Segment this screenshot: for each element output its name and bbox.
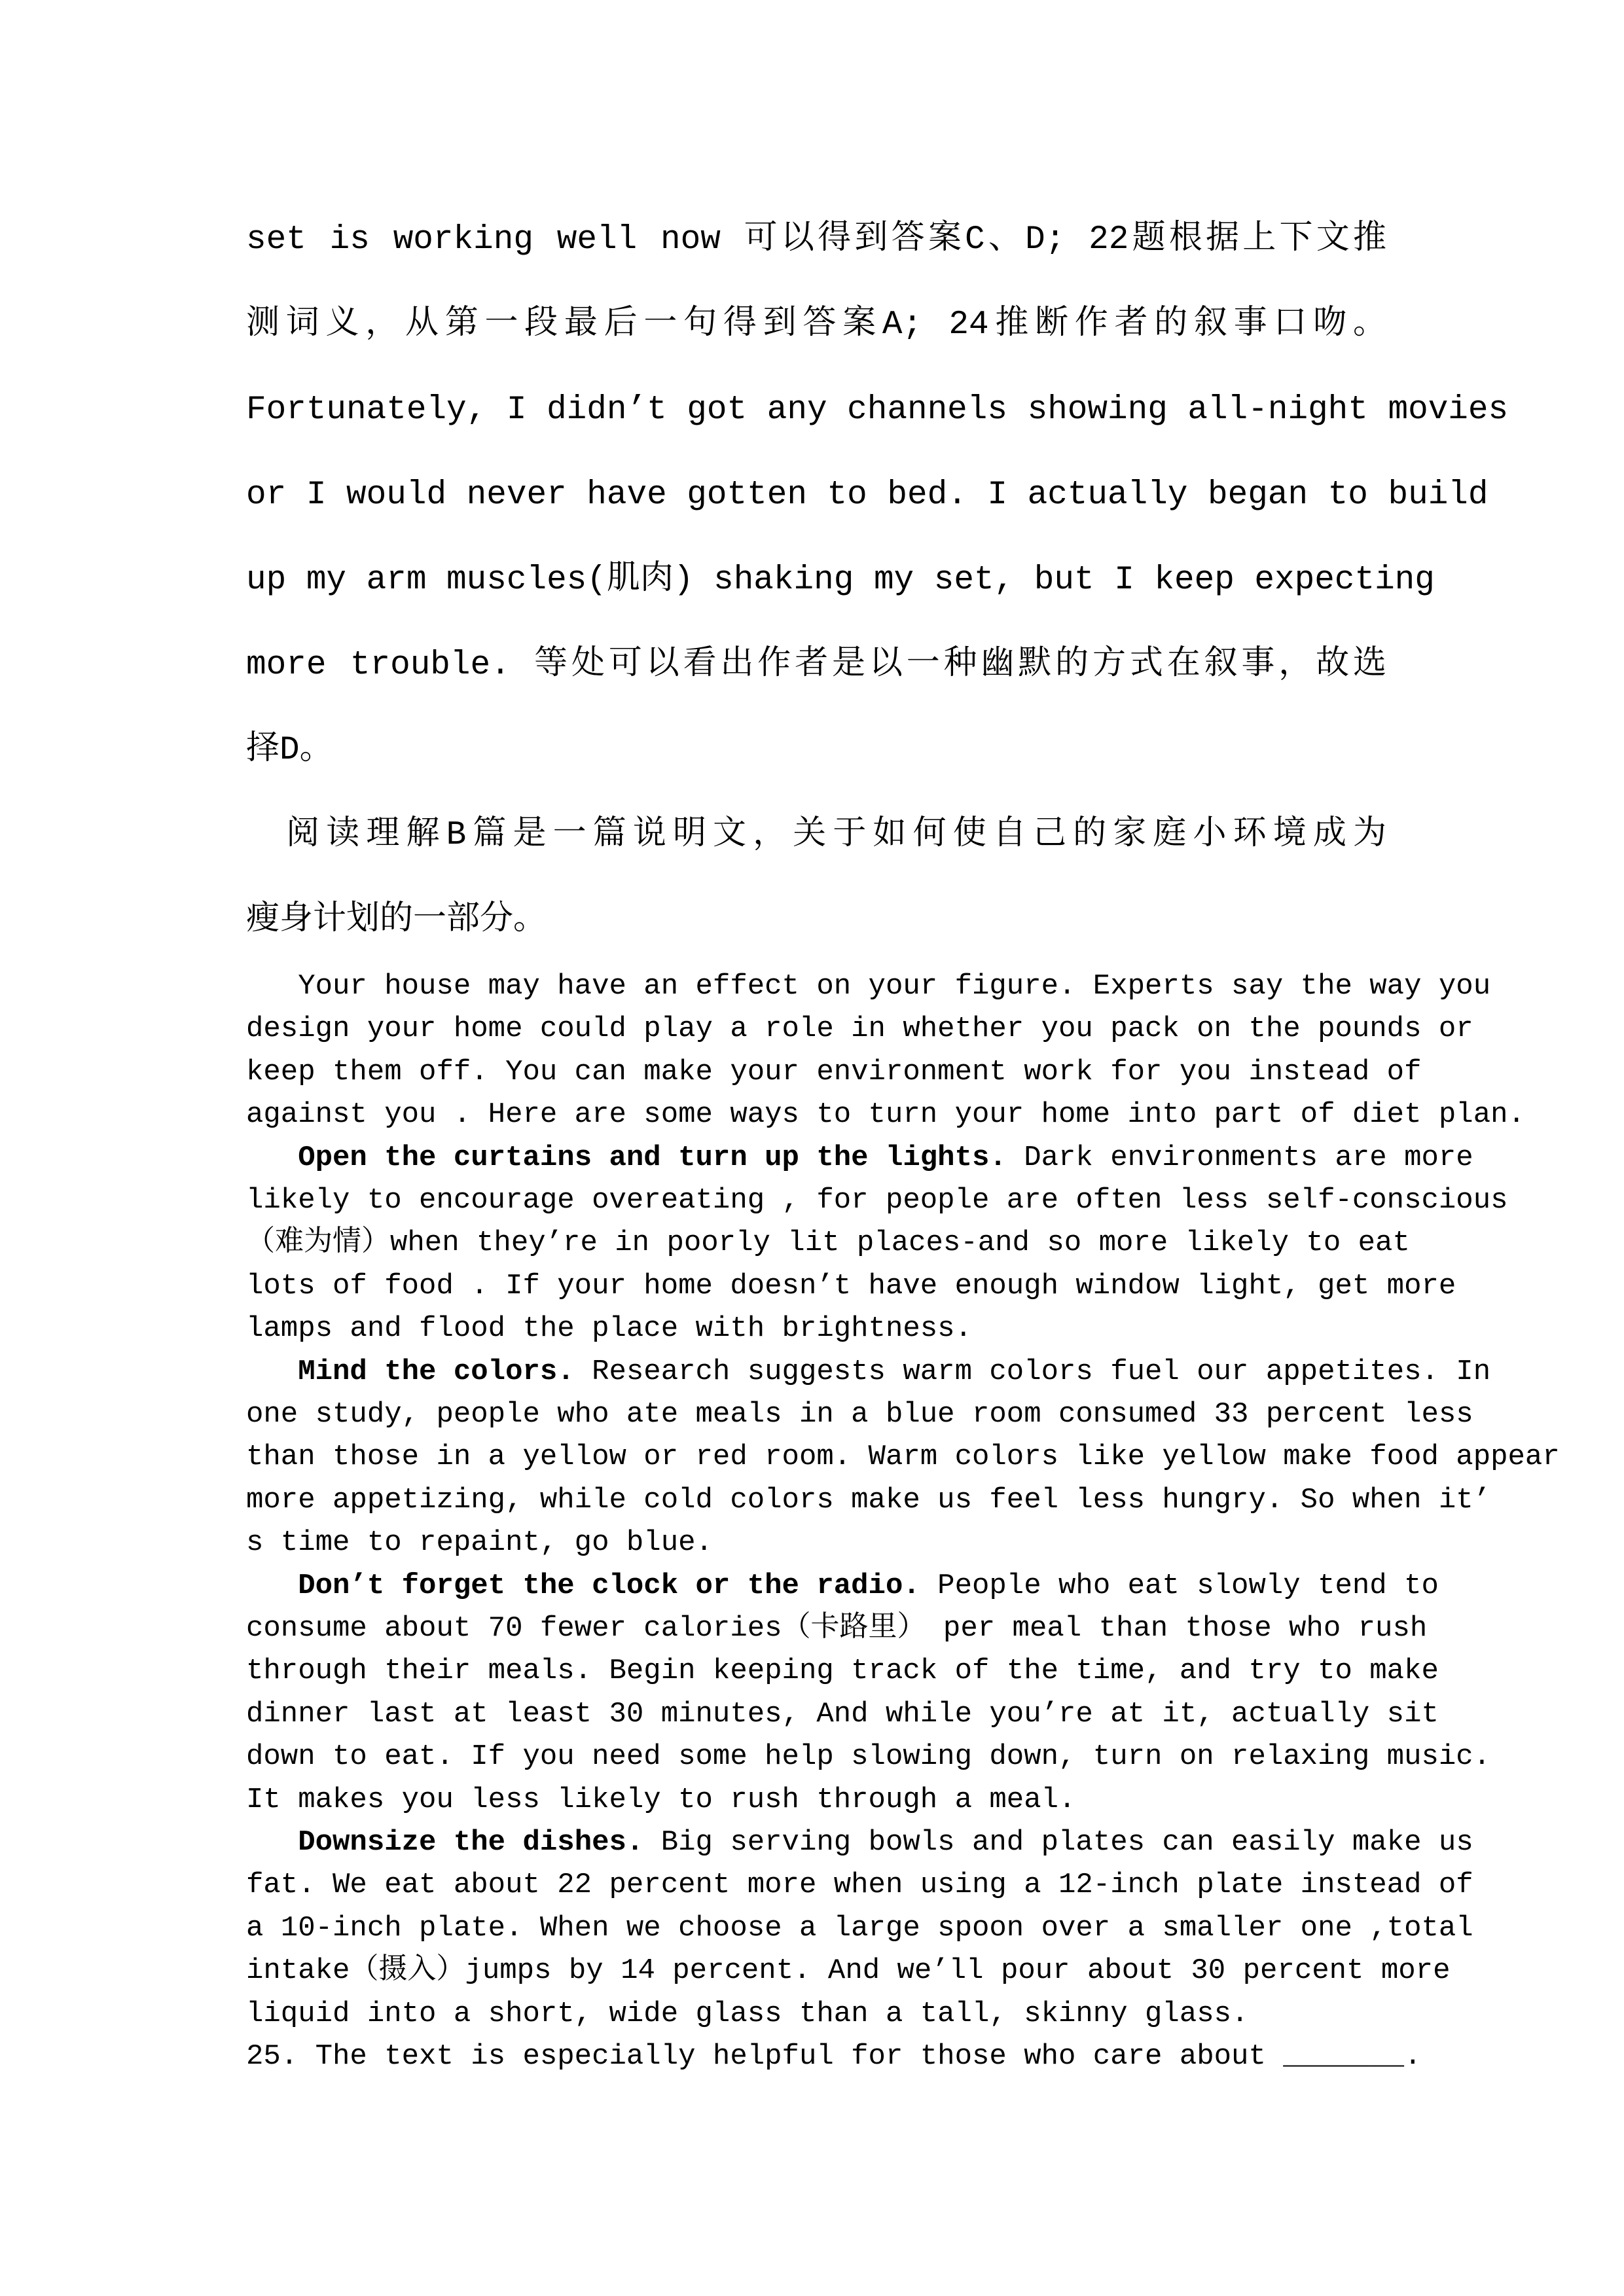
passage-p5-first-rest: Big serving bowls and plates can easily make us bbox=[643, 1826, 1473, 1859]
passage-p1-line-1: Your house may have an effect on your figure. Experts say the way you bbox=[246, 970, 1491, 1003]
heading-clock: Don’t forget the clock or the radio. bbox=[298, 1569, 920, 1602]
explanation-line-2: 测词义，从第一段最后一句得到答案A; 24推断作者的叙事口吻。 bbox=[246, 306, 1386, 344]
explanation-line-6: more trouble. 等处可以看出作者是以一种幽默的方式在叙事，故选 bbox=[246, 647, 1386, 684]
passage-p2-line-2: likely to encourage overeating , for people are often less self-conscious bbox=[246, 1184, 1508, 1217]
passage-p3-line-2: one study, people who ate meals in a blue room consumed 33 percent less bbox=[246, 1398, 1473, 1431]
passage-p1-line-2: design your home could play a role in whether you pack on the pounds or bbox=[246, 1013, 1473, 1046]
passage-p5-line-1 bbox=[246, 1821, 1473, 1864]
passage-p5-line-5: liquid into a short, wide glass than a tall, skinny glass. bbox=[246, 1997, 1249, 2030]
passage-p4-line-4: dinner last at least 30 minutes, And while you’re at it, actually sit bbox=[246, 1697, 1439, 1731]
passage-p2-line-4: lots of food . If your home doesn’t have enough window light, get more bbox=[246, 1269, 1456, 1302]
passage-p4-line-6: It makes you less likely to rush through a meal. bbox=[246, 1783, 1076, 1816]
passage-p2-line-3: （难为情）when they’re in poorly lit places-and so more likely to eat bbox=[246, 1227, 1410, 1260]
explanation-line-7: 择D。 bbox=[246, 732, 333, 769]
heading-lights: Open the curtains and turn up the lights. bbox=[298, 1141, 1007, 1174]
passage-p2-line-1 bbox=[246, 1137, 1473, 1179]
heading-dishes: Downsize the dishes. bbox=[298, 1826, 644, 1859]
passage-p4-line-1 bbox=[246, 1565, 1439, 1607]
passage-p1-line-3: keep them off. You can make your environment work for you instead of bbox=[246, 1055, 1422, 1088]
explanation-line-4: or I would never have gotten to bed. I actually began to build bbox=[246, 476, 1489, 514]
intro-line-2: 瘦身计划的一部分。 bbox=[246, 902, 547, 939]
passage-p5-line-4: intake（摄入）jumps by 14 percent. And we’ll pour about 30 percent more bbox=[246, 1954, 1451, 1988]
passage-p5-line-3: a 10-inch plate. When we choose a large spoon over a smaller one ,total bbox=[246, 1911, 1473, 1945]
passage-p4-first-rest: People who eat slowly tend to bbox=[920, 1569, 1439, 1602]
passage-p4-line-5: down to eat. If you need some help slowing down, turn on relaxing music. bbox=[246, 1740, 1491, 1774]
passage-p3-line-4: more appetizing, while cold colors make us feel less hungry. So when it’ bbox=[246, 1483, 1491, 1516]
intro-line-1: 阅读理解B篇是一篇说明文，关于如何使自己的家庭小环境成为 bbox=[246, 817, 1386, 854]
passage-p1-line-4: against you . Here are some ways to turn your home into part of diet plan. bbox=[246, 1098, 1525, 1132]
passage-p4-line-3: through their meals. Begin keeping track of the time, and try to make bbox=[246, 1655, 1439, 1688]
explanation-line-1: set is working well now 可以得到答案C、D; 22题根据上下文推 bbox=[246, 221, 1386, 259]
passage-p4-line-2: consume about 70 fewer calories（卡路里） per meal than those who rush bbox=[246, 1612, 1428, 1645]
passage-p2-first-rest: Dark environments are more bbox=[1006, 1141, 1473, 1174]
passage-p2-line-5: lamps and flood the place with brightness. bbox=[246, 1312, 972, 1346]
passage-p3-line-1 bbox=[246, 1351, 1491, 1393]
passage-p5-line-2: fat. We eat about 22 percent more when using a 12-inch plate instead of bbox=[246, 1869, 1473, 1902]
question-25: 25. The text is especially helpful for those who care about _______. bbox=[246, 2040, 1422, 2073]
passage-p3-line-3: than those in a yellow or red room. Warm colors like yellow make food appear bbox=[246, 1441, 1560, 1474]
explanation-line-5: up my arm muscles(肌肉) shaking my set, but I keep expecting bbox=[246, 562, 1435, 599]
heading-colors: Mind the colors. bbox=[298, 1355, 575, 1388]
explanation-line-3: Fortunately, I didn’t got any channels showing all-night movies bbox=[246, 391, 1509, 429]
passage-p3-first-rest: Research suggests warm colors fuel our appetites. In bbox=[574, 1355, 1491, 1388]
passage-p3-line-5: s time to repaint, go blue. bbox=[246, 1526, 713, 1560]
